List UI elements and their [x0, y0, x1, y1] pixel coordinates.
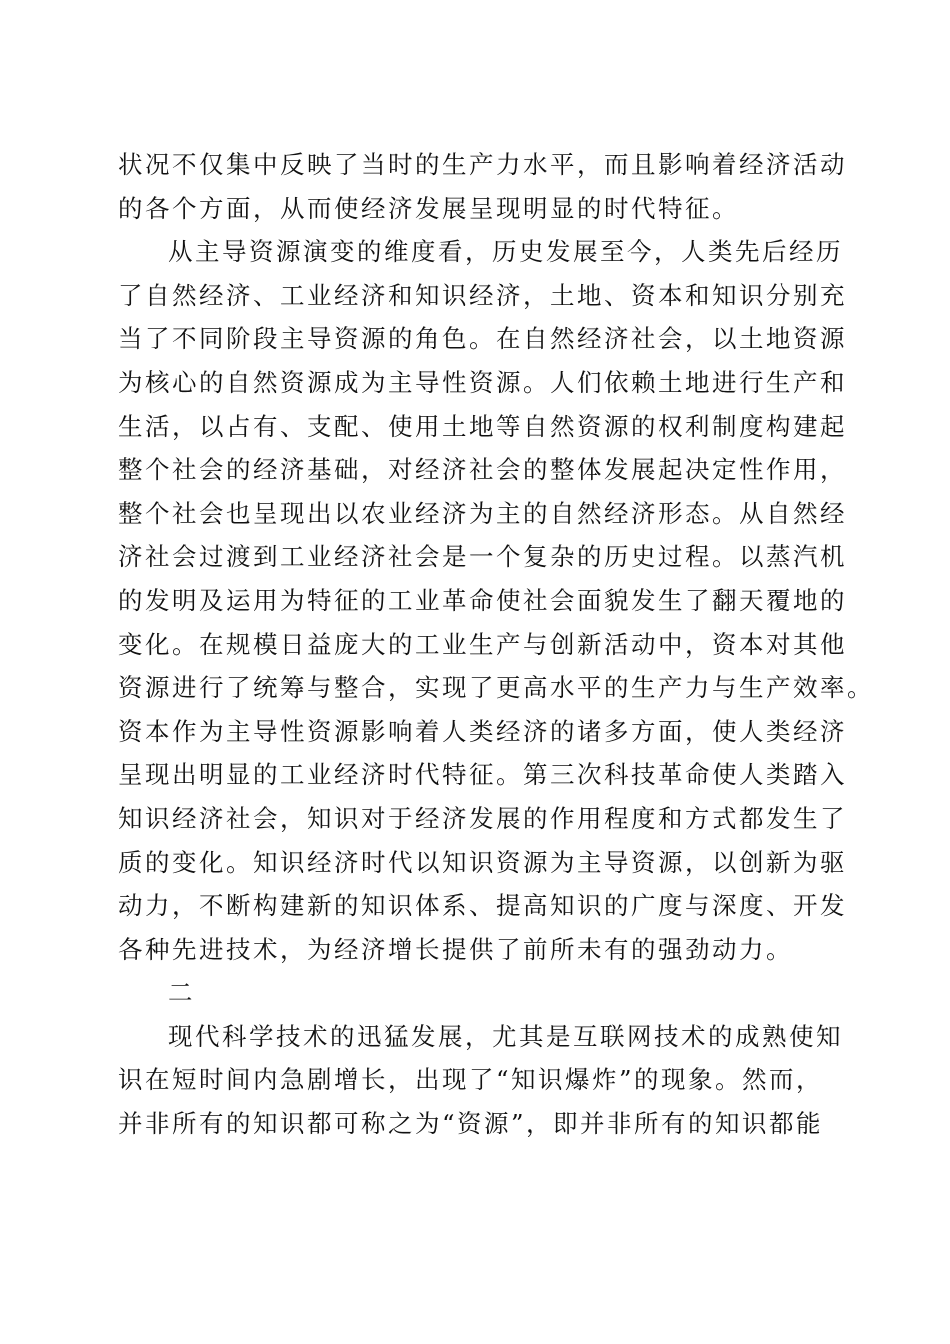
body-text — [118, 143, 874, 1146]
text-line: 的发明及运用为特征的工业革命使社会面貌发生了翻天覆地的 — [118, 585, 847, 615]
section-heading: 二 — [168, 978, 195, 1008]
text-line: 济社会过渡到工业经济社会是一个复杂的历史过程。以蒸汽机 — [118, 542, 847, 572]
text-line: 整个社会的经济基础，对经济社会的整体发展起决定性作用， — [118, 455, 847, 485]
text-line: 状况不仅集中反映了当时的生产力水平，而且影响着经济活动 — [118, 150, 847, 179]
text-line: 资本作为主导性资源影响着人类经济的诸多方面，使人类经济 — [118, 716, 847, 746]
text-line: 生活，以占有、支配、使用土地等自然资源的权利制度构建起 — [118, 411, 847, 441]
text-line: 动力，不断构建新的知识体系、提高知识的广度与深度、开发 — [118, 891, 847, 921]
text-line: 从主导资源演变的维度看，历史发展至今，人类先后经历 — [168, 237, 843, 267]
text-line: 识在短时间内急剧增长，出现了“知识爆炸”的现象。然而， — [118, 1065, 824, 1095]
text-line: 各种先进技术，为经济增长提供了前所未有的强劲动力。 — [118, 934, 793, 964]
text-line: 资源进行了统筹与整合，实现了更高水平的生产力与生产效率。 — [118, 673, 874, 703]
text-line: 变化。在规模日益庞大的工业生产与创新活动中，资本对其他 — [118, 629, 847, 659]
text-line: 当了不同阶段主导资源的角色。在自然经济社会，以土地资源 — [118, 324, 847, 354]
text-line: 知识经济社会，知识对于经济发展的作用程度和方式都发生了 — [118, 803, 847, 833]
text-line: 了自然经济、工业经济和知识经济，土地、资本和知识分别充 — [118, 280, 847, 310]
text-line: 为核心的自然资源成为主导性资源。人们依赖土地进行生产和 — [118, 367, 847, 397]
text-line: 现代科学技术的迅猛发展，尤其是互联网技术的成熟使知 — [168, 1021, 843, 1051]
text-line: 并非所有的知识都可称之为“资源”，即并非所有的知识都能 — [118, 1109, 824, 1139]
text-line: 质的变化。知识经济时代以知识资源为主导资源，以创新为驱 — [118, 847, 847, 877]
text-line: 的各个方面，从而使经济发展呈现明显的时代特征。 — [118, 193, 739, 223]
text-line: 呈现出明显的工业经济时代特征。第三次科技革命使人类踏入 — [118, 760, 847, 790]
text-line: 整个社会也呈现出以农业经济为主的自然经济形态。从自然经 — [118, 498, 847, 528]
